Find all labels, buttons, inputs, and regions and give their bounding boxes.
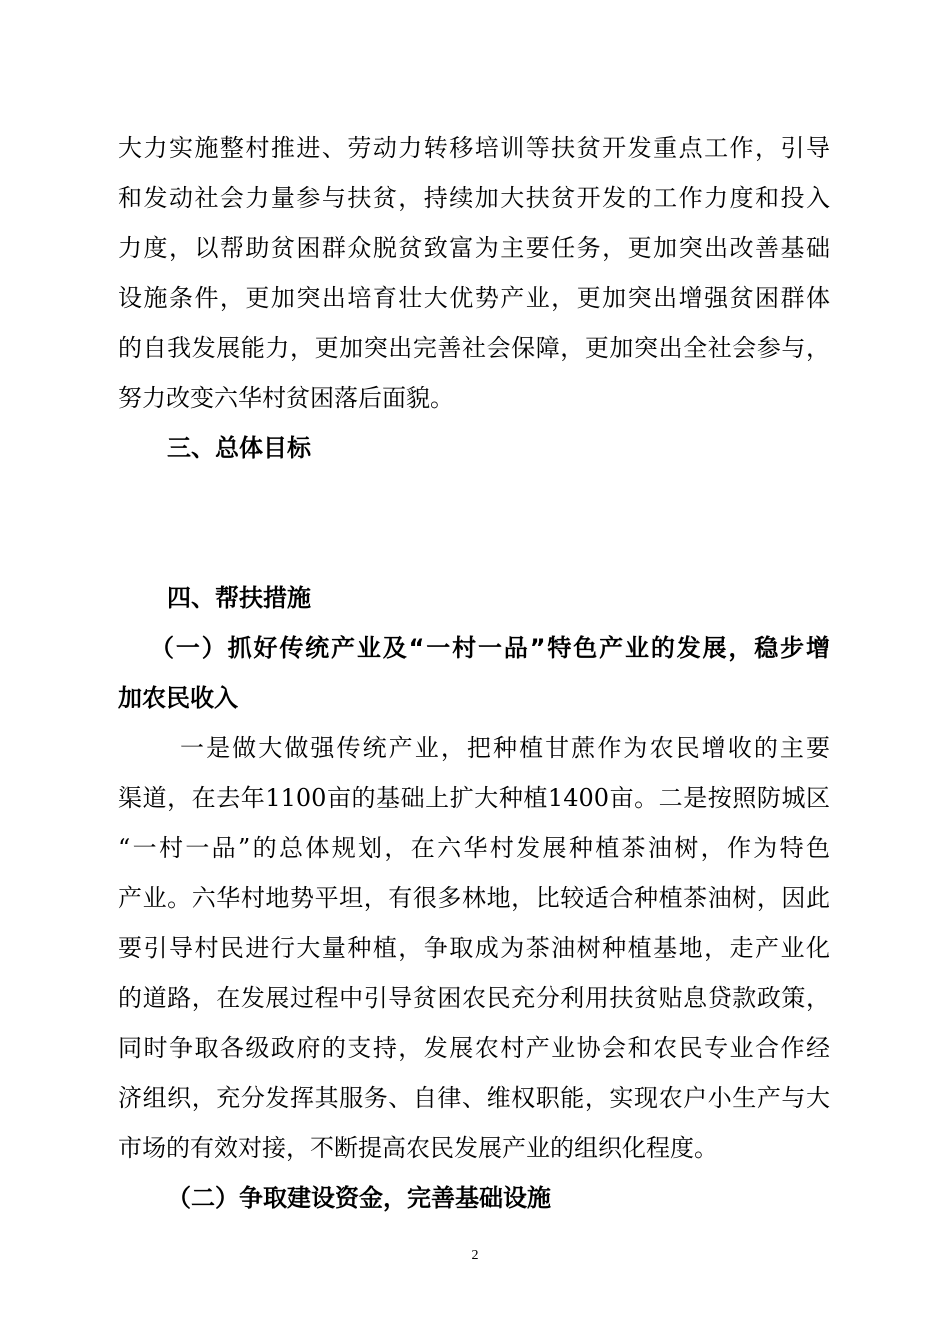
paragraph-1-line-4: 设施条件，更加突出培育壮大优势产业，更加突出增强贫困群体 — [118, 284, 830, 312]
paragraph-2-line-9: 市场的有效对接，不断提高农民发展产业的组织化程度。 — [118, 1134, 718, 1162]
subheading-2: （二）争取建设资金，完善基础设施 — [167, 1184, 551, 1212]
paragraph-2-line-4: 产业。六华村地势平坦，有很多林地，比较适合种植茶油树，因此 — [118, 884, 830, 912]
paragraph-2-line-1: 一是做大做强传统产业，把种植甘蔗作为农民增收的主要 — [180, 734, 830, 762]
paragraph-1-line-3: 力度，以帮助贫困群众脱贫致富为主要任务，更加突出改善基础 — [118, 234, 830, 262]
paragraph-1-line-1: 大力实施整村推进、劳动力转移培训等扶贫开发重点工作，引导 — [118, 134, 830, 162]
paragraph-1-line-6: 努力改变六华村贫困落后面貌。 — [118, 384, 454, 412]
page-number: 2 — [471, 1248, 479, 1263]
paragraph-2-line-8: 济组织，充分发挥其服务、自律、维权职能，实现农户小生产与大 — [118, 1084, 830, 1112]
paragraph-2-line-3: “一村一品”的总体规划，在六华村发展种植茶油树，作为特色 — [118, 834, 830, 862]
paragraph-1-line-5: 的自我发展能力，更加突出完善社会保障，更加突出全社会参与， — [118, 334, 830, 362]
paragraph-2-line-6: 的道路，在发展过程中引导贫困农民充分利用扶贫贴息贷款政策， — [118, 984, 830, 1012]
paragraph-2-line-7: 同时争取各级政府的支持，发展农村产业协会和农民专业合作经 — [118, 1034, 830, 1062]
paragraph-1-line-2: 和发动社会力量参与扶贫，持续加大扶贫开发的工作力度和投入 — [118, 184, 830, 212]
paragraph-2-line-5: 要引导村民进行大量种植，争取成为茶油树种植基地，走产业化 — [118, 934, 830, 962]
paragraph-2-line-2: 渠道，在去年1100亩的基础上扩大种植1400亩。二是按照防城区 — [118, 784, 830, 812]
section-heading-overall-goals: 三、总体目标 — [167, 434, 311, 462]
section-heading-assistance-measures: 四、帮扶措施 — [167, 584, 311, 612]
subheading-1-line-2: 加农民收入 — [118, 684, 238, 712]
subheading-1-line-1: （一）抓好传统产业及“一村一品”特色产业的发展，稳步增 — [150, 634, 830, 662]
